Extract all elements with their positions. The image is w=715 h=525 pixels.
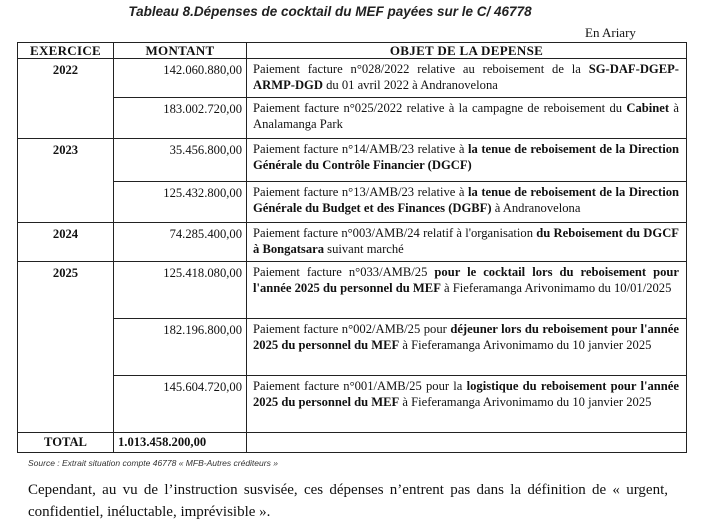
table-row: [18, 182, 687, 223]
table-row: [18, 262, 687, 319]
object-text: Paiement facture n°003/AMB/24 relatif à l'organisation: [253, 226, 537, 240]
object-cell: [247, 139, 687, 182]
object-cell: [247, 319, 687, 376]
table-caption: Tableau 8.Dépenses de cocktail du MEF payées sur le C/ 46778: [128, 4, 532, 19]
header-montant: MONTANT: [114, 43, 247, 59]
header-row: [18, 43, 687, 59]
object-text-bold: Cabinet: [626, 101, 670, 115]
object-cell: [247, 262, 687, 319]
object-text-bold: déjeuner lors du reboisement pour l'année 2025 du personnel du MEF: [253, 322, 679, 352]
object-text: à Analamanga Park: [253, 101, 679, 131]
amount-cell: 142.060.880,00: [114, 59, 247, 98]
object-text-bold: du Reboisement du DGCF à Bongatsara: [253, 226, 679, 256]
object-text-bold: la tenue de reboisement de la Direction Générale du Budget et des Finances (DGBF): [253, 185, 679, 215]
object-text: Paiement facture n°13/AMB/23 relative à: [253, 185, 469, 199]
object-text-bold: SG-DAF-DGEP-ARMP-DGD: [253, 62, 679, 92]
table-row: [18, 59, 687, 98]
total-amount: 1.013.458.200,00: [114, 433, 247, 453]
source-note: Source : Extrait situation compte 46778 « MFB-Autres créditeurs »: [28, 458, 278, 468]
table-row: [18, 319, 687, 376]
header-objet: OBJET DE LA DEPENSE: [247, 43, 687, 59]
object-cell: [247, 182, 687, 223]
currency-unit: En Ariary: [585, 25, 636, 40]
object-text: Paiement facture n°001/AMB/25 pour la: [253, 379, 467, 393]
total-label: TOTAL: [18, 433, 114, 453]
year-cell: 2023: [18, 139, 114, 223]
year-cell: 2022: [18, 59, 114, 139]
object-text-bold: la tenue de reboisement de la Direction Générale du Contrôle Financier (DGCF): [253, 142, 679, 172]
amount-cell: 182.196.800,00: [114, 319, 247, 376]
object-text: à Andranovelona: [491, 200, 581, 215]
body-paragraph: Cependant, au vu de l’instruction susvisée, ces dépenses n’entrent pas dans la définition de « urgent, confidentiel, inéluctable, imprévisible ».: [28, 482, 668, 520]
object-cell: [247, 98, 687, 139]
expense-table: [17, 42, 687, 453]
object-text: Paiement facture n°002/AMB/25 pour: [253, 322, 451, 336]
amount-cell: 35.456.800,00: [114, 139, 247, 182]
amount-cell: 125.418.080,00: [114, 262, 247, 319]
object-text: à Fieferamanga Arivonimamo du 10 janvier 2025: [399, 337, 652, 352]
object-text: Paiement facture n°033/AMB/25: [253, 265, 435, 279]
object-text: à Fieferamanga Arivonimamo du 10 janvier 2025: [399, 394, 652, 409]
object-text: Paiement facture n°025/2022 relative à la campagne de reboisement du: [253, 101, 627, 115]
amount-cell: 145.604.720,00: [114, 376, 247, 433]
object-text-bold: pour le cocktail lors du reboisement pour l'année 2025 du personnel du MEF: [253, 265, 679, 295]
object-text: suivant marché: [324, 241, 404, 256]
table-row: [18, 98, 687, 139]
object-cell: [247, 376, 687, 433]
table-row: [18, 376, 687, 433]
amount-cell: 183.002.720,00: [114, 98, 247, 139]
header-exercice: EXERCICE: [18, 43, 114, 59]
object-cell: [247, 59, 687, 98]
object-cell: [247, 223, 687, 262]
amount-cell: 74.285.400,00: [114, 223, 247, 262]
object-text: Paiement facture n°028/2022 relative au reboisement de la: [253, 62, 589, 76]
object-text: Paiement facture n°14/AMB/23 relative à: [253, 142, 469, 156]
total-empty-cell: [247, 433, 687, 453]
year-cell: 2024: [18, 223, 114, 262]
object-text: à Fieferamanga Arivonimamo du 10/01/2025: [440, 280, 672, 295]
year-cell: 2025: [18, 262, 114, 433]
amount-cell: 125.432.800,00: [114, 182, 247, 223]
total-row: [18, 433, 687, 453]
object-text: du 01 avril 2022 à Andranovelona: [322, 77, 498, 92]
table-row: [18, 139, 687, 182]
table-row: [18, 223, 687, 262]
object-text-bold: logistique du reboisement pour l'année 2025 du personnel du MEF: [253, 379, 679, 409]
